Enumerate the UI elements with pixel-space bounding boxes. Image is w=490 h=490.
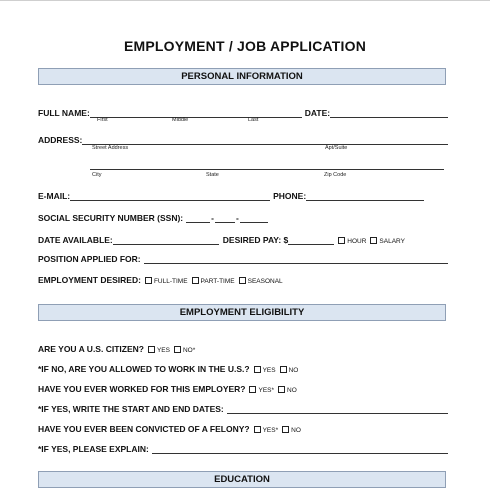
address-sub-city: City: [92, 172, 102, 178]
allowed-no-label: NO: [288, 367, 299, 374]
ssn-label: SOCIAL SECURITY NUMBER (SSN):: [38, 213, 184, 223]
address-sub-zip: Zip Code: [324, 172, 347, 178]
allowed-to-work-row: [38, 360, 448, 374]
address-sub-apt: Apt/Suite: [325, 145, 348, 151]
city-state-zip-field[interactable]: [90, 169, 444, 170]
felony-no-label: NO: [291, 427, 301, 434]
checkbox-full-time[interactable]: [145, 277, 152, 284]
citizen-question: ARE YOU A U.S. CITIZEN?: [38, 344, 144, 354]
checkbox-felony-no[interactable]: [282, 426, 289, 433]
phone-label: PHONE:: [273, 191, 307, 201]
ssn-row: [38, 209, 448, 223]
position-field[interactable]: [144, 253, 448, 264]
worked-yes-option[interactable]: [249, 386, 274, 394]
pay-option-hour[interactable]: [338, 237, 366, 245]
address-label: ADDRESS:: [38, 135, 83, 145]
address-row: [38, 131, 448, 145]
ssn-dash-2: -: [235, 213, 239, 223]
date-field[interactable]: [330, 107, 448, 118]
felony-explain-question: *IF YES, PLEASE EXPLAIN:: [38, 444, 149, 454]
checkbox-worked-yes[interactable]: [249, 386, 256, 393]
worked-yes-label: YES*: [258, 387, 275, 394]
felony-row: [38, 420, 448, 434]
allowed-yes-label: YES: [262, 367, 276, 374]
checkbox-worked-no[interactable]: [278, 386, 285, 393]
form-title: EMPLOYMENT / JOB APPLICATION: [123, 38, 367, 54]
section-education: EDUCATION: [38, 471, 446, 488]
citizen-yes-label: YES: [156, 347, 170, 354]
checkbox-salary[interactable]: [370, 237, 377, 244]
worked-before-question: HAVE YOU EVER WORKED FOR THIS EMPLOYER?: [38, 384, 246, 394]
availability-pay-row: [38, 231, 448, 245]
checkbox-hour[interactable]: [338, 237, 345, 244]
start-end-dates-question: *IF YES, WRITE THE START AND END DATES:: [38, 404, 224, 414]
employment-desired-row: [38, 271, 448, 285]
employment-option-seasonal[interactable]: [239, 277, 283, 285]
employment-option-full-time-label: FULL-TIME: [153, 278, 188, 285]
employment-option-full-time[interactable]: [145, 277, 188, 285]
ssn-field-3[interactable]: [240, 212, 268, 223]
section-personal-information: PERSONAL INFORMATION: [38, 68, 446, 85]
ssn-dash-1: -: [211, 213, 214, 223]
felony-question: HAVE YOU EVER BEEN CONVICTED OF A FELONY?: [38, 424, 250, 434]
citizen-yes-option[interactable]: [148, 346, 170, 354]
checkbox-citizen-yes[interactable]: [148, 346, 155, 353]
pay-option-salary[interactable]: [370, 237, 405, 245]
allowed-yes-option[interactable]: [254, 366, 276, 374]
checkbox-seasonal[interactable]: [239, 277, 246, 284]
employment-option-part-time-label: PART-TIME: [200, 278, 235, 285]
section-employment-eligibility: EMPLOYMENT ELIGIBILITY: [38, 304, 446, 321]
felony-explain-field[interactable]: [152, 443, 448, 454]
pay-option-hour-label: HOUR: [347, 238, 367, 245]
name-sub-middle: Middle: [172, 117, 189, 123]
full-name-field[interactable]: [90, 107, 302, 118]
date-available-label: DATE AVAILABLE:: [38, 235, 113, 245]
ssn-field-1[interactable]: [186, 212, 210, 223]
full-name-row: [38, 104, 448, 118]
felony-no-option[interactable]: [282, 426, 301, 434]
position-row: [38, 250, 448, 264]
email-phone-row: [38, 187, 448, 201]
employment-option-seasonal-label: SEASONAL: [247, 278, 283, 285]
street-address-field[interactable]: [82, 134, 448, 145]
email-label: E-MAIL:: [38, 191, 71, 201]
checkbox-part-time[interactable]: [192, 277, 199, 284]
allowed-to-work-question: *IF NO, ARE YOU ALLOWED TO WORK IN THE U.S.?: [38, 364, 250, 374]
desired-pay-field[interactable]: [288, 234, 334, 245]
checkbox-citizen-no[interactable]: [174, 346, 181, 353]
desired-pay-label: DESIRED PAY: $: [222, 235, 289, 245]
pay-option-salary-label: SALARY: [379, 238, 405, 245]
citizen-no-option[interactable]: [174, 346, 195, 354]
full-name-label: FULL NAME:: [38, 108, 90, 118]
email-field[interactable]: [70, 190, 270, 201]
citizen-row: [38, 340, 448, 354]
worked-no-label: NO: [287, 387, 297, 394]
worked-no-option[interactable]: [278, 386, 297, 394]
start-end-dates-row: [38, 400, 448, 414]
date-label: DATE:: [304, 108, 331, 118]
date-available-field[interactable]: [113, 234, 219, 245]
checkbox-allowed-yes[interactable]: [254, 366, 261, 373]
employment-desired-label: EMPLOYMENT DESIRED:: [38, 275, 141, 285]
citizen-no-label: NO*: [182, 347, 196, 354]
checkbox-felony-yes[interactable]: [254, 426, 261, 433]
felony-explain-row: [38, 440, 448, 454]
checkbox-allowed-no[interactable]: [280, 366, 287, 373]
ssn-field-2[interactable]: [215, 212, 235, 223]
worked-before-row: [38, 380, 448, 394]
position-label: POSITION APPLIED FOR:: [38, 254, 141, 264]
allowed-no-option[interactable]: [280, 366, 299, 374]
felony-yes-option[interactable]: [254, 426, 279, 434]
employment-option-part-time[interactable]: [192, 277, 235, 285]
start-end-dates-field[interactable]: [227, 403, 448, 414]
phone-field[interactable]: [306, 190, 424, 201]
address-sub-state: State: [206, 172, 219, 178]
name-sub-last: Last: [248, 117, 259, 123]
top-rule: [0, 0, 490, 1]
address-sub-street: Street Address: [92, 145, 129, 151]
felony-yes-label: YES*: [262, 427, 279, 434]
name-sub-first: First: [97, 117, 108, 123]
